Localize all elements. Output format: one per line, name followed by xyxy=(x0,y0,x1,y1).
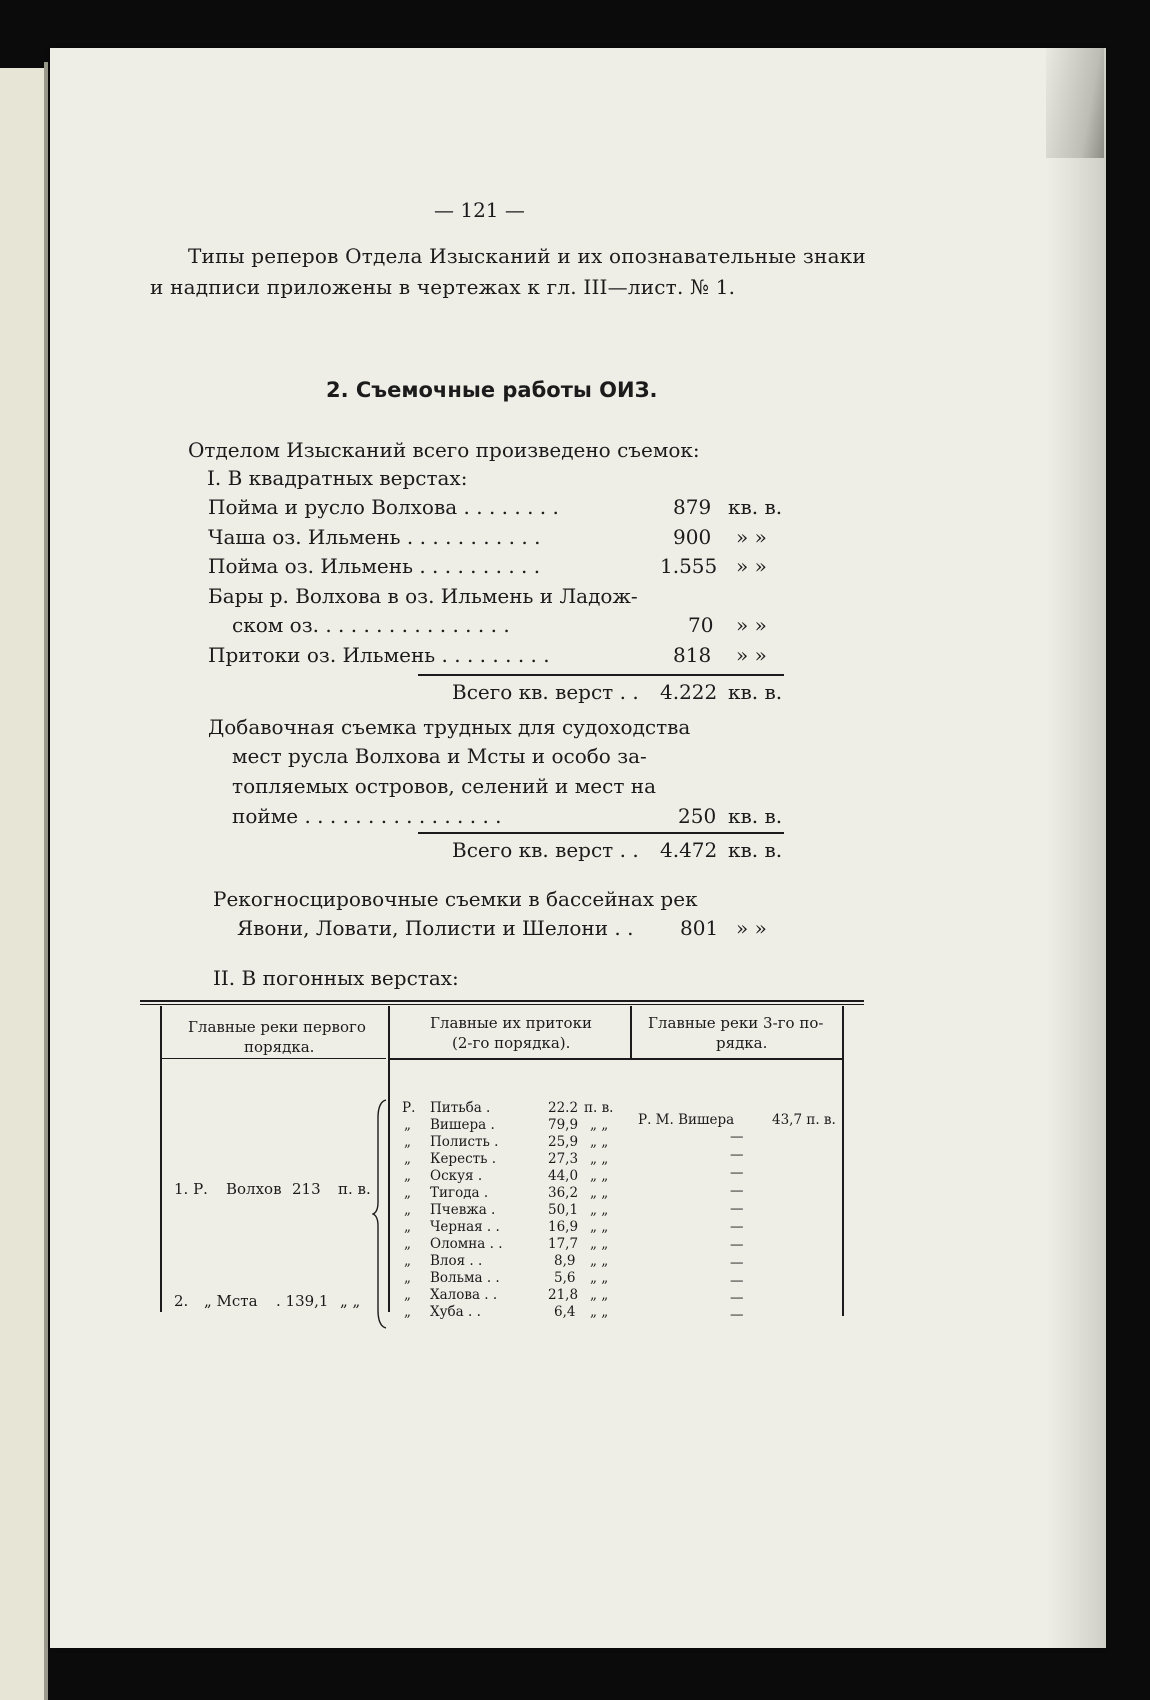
main-river-name: Волхов xyxy=(226,1180,282,1198)
trib-unit: „ „ xyxy=(590,1185,609,1201)
trib-length: 79,9 xyxy=(548,1117,579,1133)
col1-header: Главные реки первого xyxy=(188,1018,366,1036)
sum-rule xyxy=(418,674,784,676)
trib-length: 36,2 xyxy=(548,1185,579,1201)
main-river-unit: п. в. xyxy=(338,1180,371,1198)
trib-prefix: „ xyxy=(404,1236,411,1252)
table-top-rule-2 xyxy=(140,1004,864,1005)
total-2-unit: кв. в. xyxy=(728,838,783,862)
sq-item-value: 900 xyxy=(673,525,712,549)
main-river-number: 2. xyxy=(174,1292,189,1310)
page-curl xyxy=(1046,48,1106,1648)
col2-header: Главные их притоки xyxy=(430,1014,592,1032)
trib-length: 44,0 xyxy=(548,1168,579,1184)
main-river-name: „ Мста xyxy=(204,1292,258,1310)
trib-name: Питьба . xyxy=(430,1100,491,1116)
sq-item-label: Чаша оз. Ильмень . . . . . . . . . . . xyxy=(208,525,541,549)
sq-item-value: 1.555 xyxy=(660,554,718,578)
tributaries-brace xyxy=(372,1098,390,1330)
sq-item-unit: » » xyxy=(736,525,767,549)
sq-item-label: ском оз. . . . . . . . . . . . . . . . xyxy=(232,613,510,637)
lead-text: Отделом Изысканий всего произведено съемок: xyxy=(188,438,700,462)
table-right-border xyxy=(842,1006,844,1316)
recon-unit: » » xyxy=(736,916,767,940)
header-rule xyxy=(390,1058,842,1060)
trib-prefix: „ xyxy=(404,1117,411,1133)
trib-prefix: „ xyxy=(404,1134,411,1150)
trib-prefix: „ xyxy=(404,1304,411,1320)
trib-unit: „ „ xyxy=(590,1253,609,1269)
trib-prefix: „ xyxy=(404,1202,411,1218)
third-order-dash: — xyxy=(730,1307,744,1323)
sq-item-unit: » » xyxy=(736,613,767,637)
left-page-shadow xyxy=(44,62,48,1700)
third-order-dash: — xyxy=(730,1255,744,1271)
trib-length: 5,6 xyxy=(554,1270,576,1286)
extra-unit: кв. в. xyxy=(728,804,783,828)
sum-rule xyxy=(418,832,784,834)
trib-prefix: „ xyxy=(404,1168,411,1184)
trib-name: Оскуя . xyxy=(430,1168,483,1184)
third-order-dash: — xyxy=(730,1165,744,1181)
recon-value: 801 xyxy=(680,916,719,940)
page-fold xyxy=(1046,48,1104,158)
trib-name: Вишера . xyxy=(430,1117,495,1133)
trib-prefix: „ xyxy=(404,1270,411,1286)
trib-unit: „ „ xyxy=(590,1134,609,1150)
trib-name: Оломна . . xyxy=(430,1236,503,1252)
trib-length: 25,9 xyxy=(548,1134,579,1150)
col2-header: (2-го порядка). xyxy=(452,1034,571,1052)
extra-value: 250 xyxy=(678,804,717,828)
sq-item-label: Пойма и русло Волхова . . . . . . . . xyxy=(208,495,559,519)
sq-item-value: 70 xyxy=(688,613,714,637)
trib-unit: „ „ xyxy=(590,1168,609,1184)
third-order-dash: — xyxy=(730,1237,744,1253)
total-2-value: 4.472 xyxy=(660,838,718,862)
trib-prefix: „ xyxy=(404,1185,411,1201)
third-order-dash: — xyxy=(730,1290,744,1306)
sq-item-unit: » » xyxy=(736,643,767,667)
trib-length: 16,9 xyxy=(548,1219,579,1235)
trib-name: Хуба . . xyxy=(430,1304,481,1320)
trib-name: Халова . . xyxy=(430,1287,498,1303)
third-order-length: 43,7 п. в. xyxy=(772,1112,836,1128)
page-number: — 121 — xyxy=(434,198,525,222)
trib-prefix: „ xyxy=(404,1287,411,1303)
trib-length: 17,7 xyxy=(548,1236,579,1252)
trib-length: 27,3 xyxy=(548,1151,579,1167)
trib-name: Тигода . xyxy=(430,1185,489,1201)
sq-item-label: Притоки оз. Ильмень . . . . . . . . . xyxy=(208,643,550,667)
main-river-length: 213 xyxy=(292,1180,321,1198)
total-2-label: Всего кв. верст . . xyxy=(452,838,639,862)
trib-unit: „ „ xyxy=(590,1304,609,1320)
col3-header: рядка. xyxy=(716,1034,768,1052)
trib-name: Пчевжа . xyxy=(430,1202,496,1218)
sq-item-unit: » » xyxy=(736,554,767,578)
trib-unit: „ „ xyxy=(590,1270,609,1286)
trib-prefix: „ xyxy=(404,1253,411,1269)
left-page-edge xyxy=(0,68,48,1700)
col3-header: Главные реки 3-го по- xyxy=(648,1014,824,1032)
trib-unit: „ „ xyxy=(590,1219,609,1235)
main-river-unit: „ „ xyxy=(340,1292,361,1310)
col1-header: порядка. xyxy=(244,1038,315,1056)
trib-length: 8,9 xyxy=(554,1253,576,1269)
table-col-divider xyxy=(630,1006,632,1060)
main-river-length: . 139,1 xyxy=(276,1292,329,1310)
table-left-border xyxy=(160,1006,162,1312)
third-order-dash: — xyxy=(730,1273,744,1289)
trib-unit: „ „ xyxy=(590,1151,609,1167)
third-order-dash: — xyxy=(730,1201,744,1217)
sq-item-value: 879 xyxy=(673,495,712,519)
third-order-dash: — xyxy=(730,1183,744,1199)
trib-unit: „ „ xyxy=(590,1236,609,1252)
extra-line: Добавочная съемка трудных для судоходства xyxy=(208,715,691,739)
trib-name: Черная . . xyxy=(430,1219,500,1235)
recon-line: Рекогносцировочные съемки в бассейнах рек xyxy=(213,887,698,911)
trib-length: 6,4 xyxy=(554,1304,576,1320)
intro-line-2: и надписи приложены в чертежах к гл. III—лист. № 1. xyxy=(150,275,736,299)
trib-unit: „ „ xyxy=(590,1117,609,1133)
extra-line: мест русла Волхова и Мсты и особо за- xyxy=(232,744,647,768)
extra-line: пойме . . . . . . . . . . . . . . . . xyxy=(232,804,502,828)
sq-item-label: Бары р. Волхова в оз. Ильмень и Ладож- xyxy=(208,584,638,608)
extra-line: топляемых островов, селений и мест на xyxy=(232,774,657,798)
third-order-dash: — xyxy=(730,1219,744,1235)
trib-name: Влоя . . xyxy=(430,1253,483,1269)
trib-unit: „ „ xyxy=(590,1202,609,1218)
sq-item-label: Пойма оз. Ильмень . . . . . . . . . . xyxy=(208,554,541,578)
trib-unit: п. в. xyxy=(584,1100,614,1116)
third-order-dash: — xyxy=(730,1129,744,1145)
section-title: 2. Съемочные работы ОИЗ. xyxy=(326,378,658,402)
total-1-label: Всего кв. верст . . xyxy=(452,680,639,704)
trib-length: 21,8 xyxy=(548,1287,579,1303)
trib-length: 22.2 xyxy=(548,1100,579,1116)
trib-unit: „ „ xyxy=(590,1287,609,1303)
sq-item-value: 818 xyxy=(673,643,712,667)
intro-line-1: Типы реперов Отдела Изысканий и их опознавательные знаки xyxy=(188,244,866,268)
main-river-number: 1. Р. xyxy=(174,1180,208,1198)
header-rule xyxy=(160,1058,386,1059)
trib-name: Полисть . xyxy=(430,1134,499,1150)
trib-name: Кересть . xyxy=(430,1151,497,1167)
sq-item-unit: кв. в. xyxy=(728,495,783,519)
third-order-dash: — xyxy=(730,1147,744,1163)
trib-prefix: „ xyxy=(404,1219,411,1235)
part2-heading: II. В погонных верстах: xyxy=(213,966,459,990)
trib-prefix: „ xyxy=(404,1151,411,1167)
trib-prefix: Р. xyxy=(402,1100,416,1116)
table-top-rule xyxy=(140,1000,864,1002)
recon-line: Явони, Ловати, Полисти и Шелони . . xyxy=(237,916,634,940)
third-order-name: Р. М. Вишера xyxy=(638,1112,735,1128)
trib-length: 50,1 xyxy=(548,1202,579,1218)
total-1-unit: кв. в. xyxy=(728,680,783,704)
total-1-value: 4.222 xyxy=(660,680,718,704)
trib-name: Вольма . . xyxy=(430,1270,500,1286)
part1-heading: I. В квадратных верстах: xyxy=(207,466,468,490)
